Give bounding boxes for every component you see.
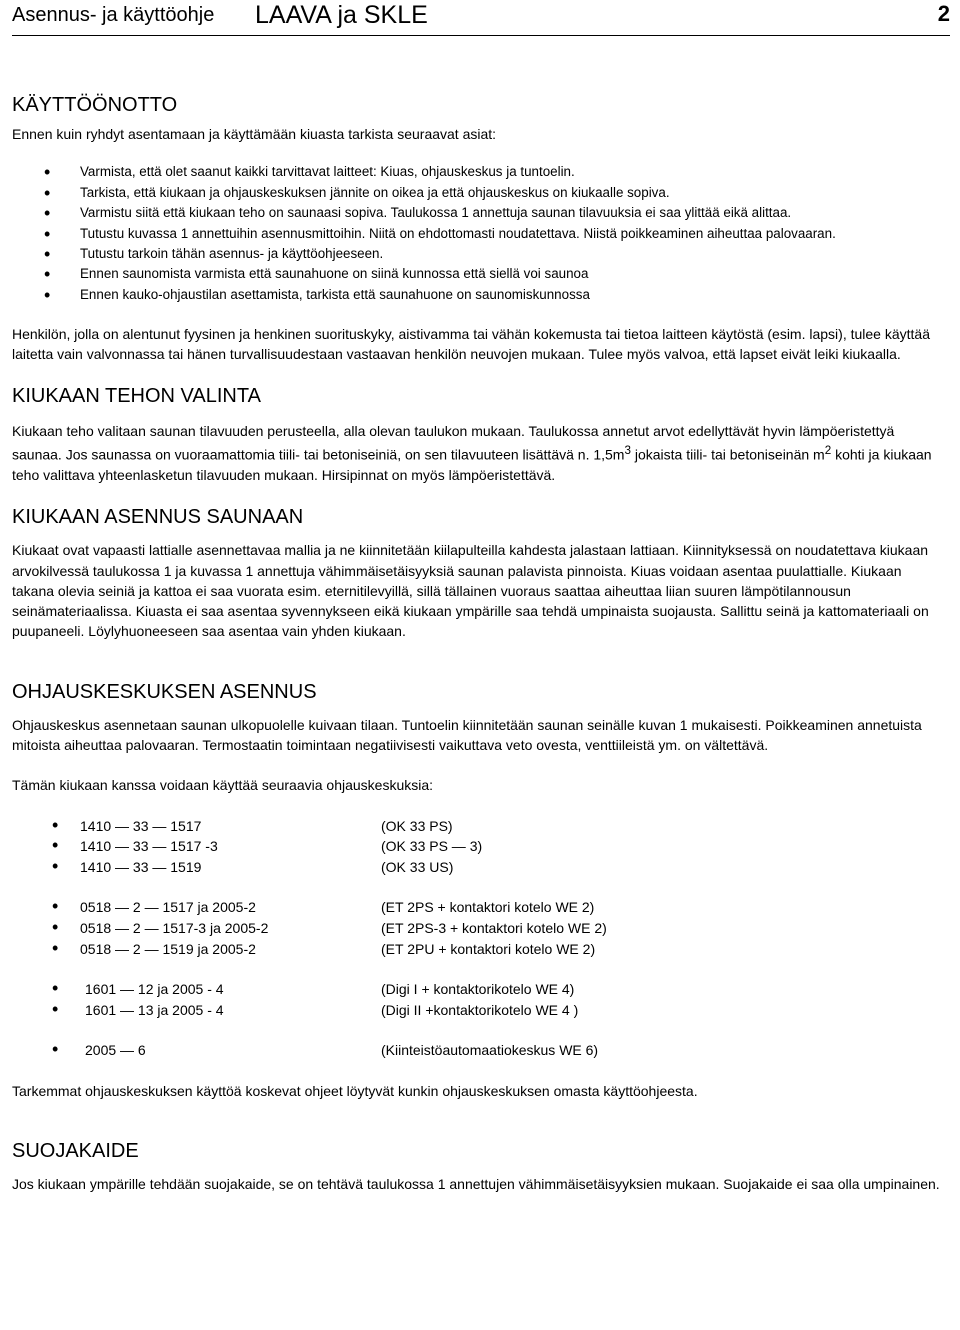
list-item: • Tarkista, että kiukaan ja ohjauskeskuksen jännite on oikea ja että ohjauskeskus on kiukaalle sopiva.	[12, 183, 947, 203]
document-title: Asennus- ja käyttöohje	[12, 4, 215, 26]
body-text: Kiukaan teho valitaan saunan tilavuuden perusteella, alla olevan taulukon mukaan. Taulukossa annetut arvot edellyttävät hyvin lämpöeristettyä saunaa. Jos saunassa on vuoraamattomia tiili- tai betoniseiniä, on sen tilavuuteen lisättävä n. $1,5m^3$ jokaista tiili- tai betoniseinän $m^2$ kohti ja kiukaan teho valittava yhteenlasketun tilavuuden mukaan. Hirsipinnat on myös lämpöeristettävä.	[12, 422, 932, 483]
section-ohjauskeskus	[12, 679, 947, 1102]
more-info-text: Tarkemmat ohjauskeskuksen käyttöä koskevat ohjeet löytyvät kunkin ohjauskeskuksen omasta käyttöohjeesta.	[12, 1083, 698, 1099]
model-code: 1410 — 33 — 1517 -3	[80, 838, 218, 855]
model-code: 1601 — 13 ja 2005 - 4	[85, 1001, 224, 1018]
section-asennus-saunaan	[12, 504, 947, 641]
section-tehon-valinta	[12, 383, 947, 486]
section-heading: KIUKAAN TEHON VALINTA	[12, 384, 261, 407]
bullet-icon: •	[52, 814, 59, 835]
list-item: • Ennen kauko-ohjaustilan asettamista, tarkista että saunahuone on saunomiskunnossa	[12, 285, 947, 305]
list-item: • Tutustu tarkoin tähän asennus- ja käyttöohjeeseen.	[12, 244, 947, 264]
section-heading: OHJAUSKESKUKSEN ASENNUS	[12, 680, 317, 703]
model-code: 0518 — 2 — 1519 ja 2005-2	[80, 940, 256, 957]
list-item: • Varmista, että olet saanut kaikki tarvittavat laitteet: Kiuas, ohjauskeskus ja tuntoelin.	[12, 162, 947, 182]
list-item: • Varmistu siitä että kiukaan teho on saunaasi sopiva. Taulukossa 1 annettuja saunan tilavuuksia ei saa ylittää eikä alittaa.	[12, 203, 947, 223]
bullet-icon: •	[52, 998, 59, 1019]
safety-warning: Henkilön, jolla on alentunut fyysinen ja henkinen suorituskyky, aistivamma tai vähän kokemusta tai tietoa laitteen käytöstä (esim. lapsi), tulee käyttää laitetta vain valvonnassa tai hänen turvallisuudestaan vastaavan henkilön neuvojen mukaan. Tulee myös valvoa, että lapset eivät leiki kiukaalla.	[12, 326, 930, 363]
body-text: Ohjauskeskus asennetaan saunan ulkopuolelle kuivaan tilaan. Tuntoelin kiinnitetään saunan seinälle kuvan 1 mukaisesti. Poikkeaminen annetuista mitoista aiheuttaa palovaaran. Termostaatin toimintaan negatiivisesti vaikuttava veto ovesta, venttiileistä ym. on vältettävä.	[12, 716, 922, 754]
model-row	[12, 939, 947, 960]
model-desc: (OK 33 US)	[381, 858, 454, 875]
model-code: 2005 — 6	[85, 1042, 146, 1059]
models-intro: Tämän kiukaan kanssa voidaan käyttää seuraavia ohjauskeskuksia:	[12, 777, 434, 794]
model-desc: (ET 2PS-3 + kontaktori kotelo WE 2)	[381, 920, 607, 937]
list-item: • Tutustu kuvassa 1 annettuihin asennusmittoihin. Niitä on ehdottomasti noudatettava. Niistä poikkeaminen aiheuttaa palovaaran.	[12, 224, 947, 244]
model-desc: (OK 33 PS — 3)	[381, 838, 483, 855]
header-rule	[12, 35, 950, 36]
list-item: • Ennen saunomista varmista että saunahuone on siinä kunnossa että siellä voi saunoa	[12, 264, 947, 284]
section-suojakaide	[12, 1138, 947, 1194]
model-code: 1410 — 33 — 1517	[80, 817, 202, 834]
model-row	[12, 1040, 947, 1061]
model-desc: (OK 33 PS)	[381, 817, 453, 834]
model-group	[12, 979, 947, 1020]
section-heading: KÄYTTÖÖNOTTO	[12, 94, 178, 116]
page-header	[12, 2, 950, 36]
model-group	[12, 816, 947, 878]
model-code: 0518 — 2 — 1517 ja 2005-2	[80, 899, 256, 916]
model-group	[12, 1040, 947, 1061]
model-code: 1410 — 33 — 1519	[80, 858, 202, 875]
model-code: 1601 — 12 ja 2005 - 4	[85, 981, 224, 998]
superscript: 3	[624, 444, 631, 458]
section-kayttoonotto	[12, 92, 947, 365]
model-row	[12, 836, 947, 857]
model-group	[12, 897, 947, 959]
product-name: LAAVA ja SKLE	[255, 1, 428, 29]
bullet-icon: •	[52, 917, 59, 938]
model-code: 0518 — 2 — 1517-3 ja 2005-2	[80, 920, 269, 937]
model-desc: (Digi I + kontaktorikotelo WE 4)	[381, 981, 575, 998]
body-text: Jos kiukaan ympärille tehdään suojakaide, se on tehtävä taulukossa 1 annettujen vähimmäisetäisyyksien mukaan. Suojakaide ei saa olla umpinainen.	[12, 1176, 940, 1193]
bullet-icon: •	[52, 978, 59, 999]
model-desc: (ET 2PU + kontaktori kotelo WE 2)	[381, 940, 596, 957]
section-heading: KIUKAAN ASENNUS SAUNAAN	[12, 506, 304, 529]
model-row	[12, 897, 947, 918]
intro-text: Ennen kuin ryhdyt asentamaan ja käyttämään kiuasta tarkista seuraavat asiat:	[12, 126, 497, 142]
model-desc: (ET 2PS + kontaktori kotelo WE 2)	[381, 899, 595, 916]
model-desc: (Digi II +kontaktorikotelo WE 4 )	[381, 1001, 579, 1018]
bullet-icon: •	[52, 835, 59, 856]
model-row	[12, 918, 947, 939]
section-heading: SUOJAKAIDE	[12, 1140, 139, 1163]
model-row	[12, 816, 947, 837]
bullet-icon: •	[52, 855, 59, 876]
model-row	[12, 857, 947, 878]
page-number: 2	[937, 1, 950, 26]
page-content	[12, 90, 947, 1195]
model-row	[12, 1000, 947, 1021]
bullet-icon: •	[52, 896, 59, 917]
model-desc: (Kiinteistöautomaatiokeskus WE 6)	[381, 1042, 599, 1059]
checklist	[12, 162, 947, 305]
model-row	[12, 979, 947, 1000]
bullet-icon: •	[52, 937, 59, 958]
superscript: 2	[824, 444, 832, 458]
bullet-icon: •	[52, 1039, 59, 1060]
body-text: Kiukaat ovat vapaasti lattialle asennettavaa mallia ja ne kiinnitetään kiilapulteilla kahdesta jalastaan lattiaan. Kiinnityksessä on noudatettava kiukaan arvokilvessä taulukossa 1 ja kuvassa 1 annettuja vähimmäisetäisyyksiä saunan palavista pinnoista. Kiuas voidaan asentaa puulattialle. Kiukaan takana olevia seiniä ja kattoa ei saa vuorata esim. eternitilevyillä, sillä tällainen vuoraus saattaa aiheuttaa liian suuren lämpötilannousun seinämateriaalissa. Kiuasta ei saa asentaa syvennykseen eikä kiukaan ympärille saa tehdä umpinaista suojausta. Sallittu seinä ja kattomateriaali on puupaneeli. Löylyhuoneeseen saa asentaa vain yhden kiukaan.	[12, 542, 929, 640]
